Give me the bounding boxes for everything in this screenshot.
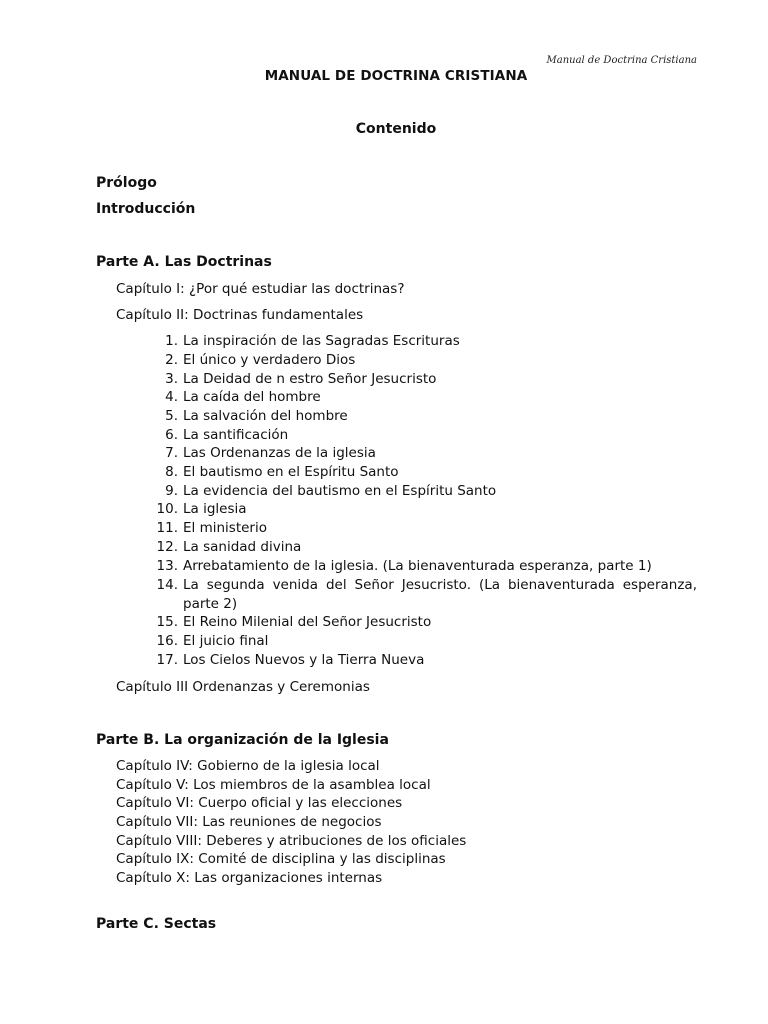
list-item: El bautismo en el Espíritu Santo	[183, 464, 399, 480]
list-item: La sanidad divina	[183, 539, 302, 555]
chapter-10: Capítulo X: Las organizaciones internas	[116, 870, 383, 886]
list-item-number: 11.	[156, 520, 178, 536]
list-item: Las Ordenanzas de la iglesia	[183, 445, 376, 461]
list-item: El único y verdadero Dios	[183, 352, 356, 368]
list-item: Arrebatamiento de la iglesia. (La bienaventurada esperanza, parte 1)	[183, 558, 652, 574]
running-header: Manual de Doctrina Cristiana	[546, 55, 697, 66]
toc-prologo: Prólogo	[96, 175, 157, 191]
list-item-number: 6.	[165, 427, 178, 443]
part-a-heading: Parte A. Las Doctrinas	[96, 254, 272, 270]
list-item: La evidencia del bautismo en el Espíritu Santo	[183, 483, 497, 499]
list-item-number: 8.	[165, 464, 178, 480]
list-item: El ministerio	[183, 520, 267, 536]
list-item: Los Cielos Nuevos y la Tierra Nueva	[183, 652, 425, 668]
list-item-number: 15.	[156, 614, 178, 630]
list-item: La inspiración de las Sagradas Escrituras	[183, 333, 460, 349]
chapter-6: Capítulo VI: Cuerpo oficial y las elecciones	[116, 795, 403, 811]
list-item-number: 12.	[156, 539, 178, 555]
list-item-number: 2.	[165, 352, 178, 368]
list-item-number: 7.	[165, 445, 178, 461]
list-item-number: 14.	[156, 577, 178, 593]
part-c-heading: Parte C. Sectas	[96, 916, 217, 932]
list-item: La santificación	[183, 427, 289, 443]
list-item-number: 16.	[156, 633, 178, 649]
document-title: MANUAL DE DOCTRINA CRISTIANA	[264, 68, 528, 84]
list-item: La segunda venida del Señor Jesucristo. (La bienaventurada esperanza,	[183, 577, 697, 593]
chapter-4: Capítulo IV: Gobierno de la iglesia local	[116, 758, 380, 774]
list-item-number: 4.	[165, 389, 178, 405]
chapter-8: Capítulo VIII: Deberes y atribuciones de los oficiales	[116, 833, 467, 849]
list-item: La iglesia	[183, 501, 247, 517]
chapter-9: Capítulo IX: Comité de disciplina y las disciplinas	[116, 851, 446, 867]
chapter-2: Capítulo II: Doctrinas fundamentales	[116, 307, 364, 323]
list-item-continuation: parte 2)	[183, 596, 238, 612]
list-item-number: 13.	[156, 558, 178, 574]
list-item: La salvación del hombre	[183, 408, 348, 424]
list-item: La caída del hombre	[183, 389, 321, 405]
list-item-number: 10.	[156, 501, 178, 517]
chapter-3: Capítulo III Ordenanzas y Ceremonias	[116, 679, 370, 695]
contents-heading: Contenido	[355, 121, 437, 137]
list-item: La Deidad de n estro Señor Jesucristo	[183, 371, 437, 387]
list-item-number: 3.	[165, 371, 178, 387]
toc-introduccion: Introducción	[96, 201, 196, 217]
part-b-heading: Parte B. La organización de la Iglesia	[96, 732, 389, 748]
list-item-number: 5.	[165, 408, 178, 424]
chapter-5: Capítulo V: Los miembros de la asamblea local	[116, 777, 431, 793]
list-item-number: 17.	[156, 652, 178, 668]
list-item: El Reino Milenial del Señor Jesucristo	[183, 614, 432, 630]
chapter-1: Capítulo I: ¿Por qué estudiar las doctrinas?	[116, 281, 405, 297]
chapter-7: Capítulo VII: Las reuniones de negocios	[116, 814, 382, 830]
list-item-number: 1.	[165, 333, 178, 349]
list-item-number: 9.	[165, 483, 178, 499]
list-item: El juicio final	[183, 633, 269, 649]
